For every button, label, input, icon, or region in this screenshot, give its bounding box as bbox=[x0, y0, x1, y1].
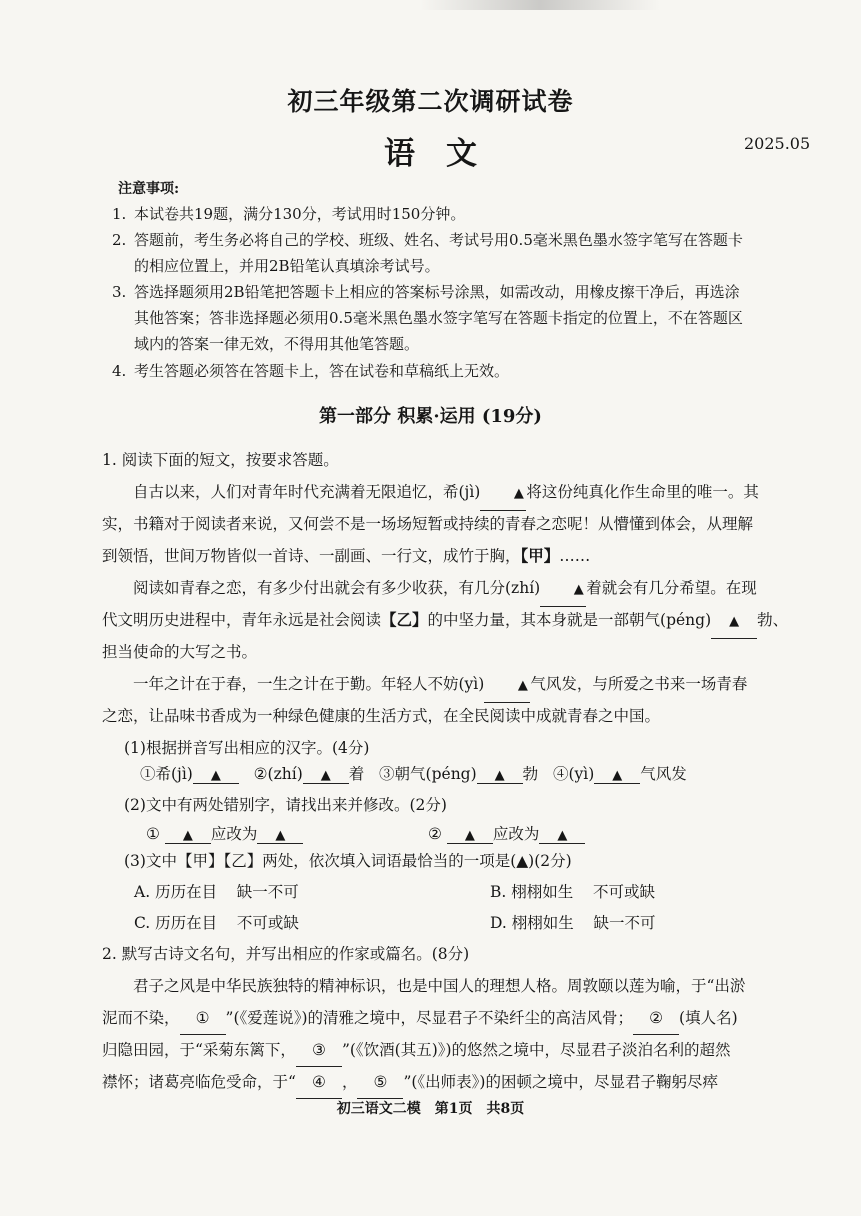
notice-num: 4. bbox=[112, 362, 127, 380]
answer-blank bbox=[296, 1066, 342, 1099]
answer-blank bbox=[711, 604, 757, 639]
text: 栩栩如生 bbox=[511, 914, 574, 932]
text: …… bbox=[559, 547, 591, 565]
passage-line bbox=[102, 604, 830, 639]
sub-question-1: (1)根据拼音写出相应的汉字。(4分) bbox=[124, 739, 370, 757]
answer-blank bbox=[193, 765, 239, 784]
text: 襟怀；诸葛亮临危受命，于“ bbox=[102, 1073, 296, 1091]
notice-num: 1. bbox=[112, 205, 127, 223]
answer-blank bbox=[257, 825, 303, 844]
triangle-icon: ▲ bbox=[182, 828, 193, 843]
answer-blank bbox=[540, 572, 586, 607]
passage-line bbox=[102, 668, 830, 703]
passage-line: 担当使命的大写之书。 bbox=[102, 643, 258, 661]
scan-smudge bbox=[420, 0, 660, 10]
notice-text: 考生答题必须答在答题卡上，答在试卷和草稿纸上无效。 bbox=[134, 362, 510, 380]
question-1-stem: 1. 阅读下面的短文，按要求答题。 bbox=[102, 451, 339, 469]
sub-question-3: (3)文中【甲】【乙】两处，依次填入词语最恰当的一项是(▲)(2分) bbox=[124, 852, 572, 870]
subject-title: 语 文 bbox=[384, 136, 477, 172]
text: (填人名) bbox=[679, 1009, 738, 1027]
triangle-icon: ▲ bbox=[210, 768, 221, 783]
exam-date: 2025.05 bbox=[744, 134, 811, 153]
exam-title: 初三年级第二次调研试卷 bbox=[287, 87, 574, 116]
notice-item bbox=[112, 201, 832, 227]
text: ”(《爱莲说》)的清雅之境中，尽显君子不染纤尘的高洁风骨； bbox=[225, 1009, 634, 1027]
text: 一年之计在于春，一生之计在于勤。年轻人不妨(yì) bbox=[133, 675, 485, 693]
passage-line bbox=[102, 1002, 830, 1035]
marker-jia: 【甲】 bbox=[520, 546, 560, 565]
triangle-icon: ▲ bbox=[494, 768, 505, 783]
answer-blank bbox=[539, 825, 585, 844]
answer-blank bbox=[296, 1034, 342, 1067]
text: 应改为 bbox=[492, 825, 540, 843]
text: ③朝气(péng) bbox=[379, 765, 477, 783]
text: 着 bbox=[348, 765, 365, 783]
option-label: A. bbox=[134, 883, 151, 901]
marker-yi: 【乙】 bbox=[381, 610, 428, 629]
triangle-icon: ▲ bbox=[513, 486, 524, 501]
typo-answer-2 bbox=[428, 822, 585, 844]
blank-number: ① bbox=[195, 1009, 210, 1027]
text: 气风发，与所爱之书来一场青春 bbox=[530, 675, 748, 693]
passage-line: 之恋，让品味书香成为一种绿色健康的生活方式，在全民阅读中成就青春之中国。 bbox=[102, 707, 661, 725]
triangle-icon: ▲ bbox=[612, 768, 623, 783]
blank-number: ③ bbox=[311, 1041, 326, 1059]
notice-item bbox=[112, 358, 832, 384]
text: 勃、 bbox=[757, 611, 789, 629]
text: ②(zhí) bbox=[253, 765, 303, 783]
text: 着就会有几分希望。在现 bbox=[586, 579, 757, 597]
text: 阅读如青春之恋，有多少付出就会有多少收获，有几分(zhí) bbox=[133, 579, 541, 597]
answer-blank bbox=[594, 765, 640, 784]
text: 栩栩如生 bbox=[511, 883, 574, 901]
answer-blank bbox=[633, 1002, 679, 1035]
triangle-icon: ▲ bbox=[729, 614, 740, 629]
answer-blank bbox=[480, 476, 526, 511]
text: ①希(jì) bbox=[140, 765, 193, 783]
section-title: 第一部分 积累·运用 (19分) bbox=[319, 406, 542, 427]
text: ， bbox=[341, 1073, 358, 1091]
passage-line bbox=[102, 572, 830, 607]
answer-blank bbox=[180, 1002, 226, 1035]
option-a bbox=[134, 880, 299, 902]
text: 历历在目 bbox=[155, 883, 218, 901]
triangle-icon: ▲ bbox=[573, 582, 584, 597]
text: ④(yì) bbox=[552, 765, 595, 783]
answer-blank bbox=[165, 825, 211, 844]
notice-heading: 注意事项: bbox=[118, 181, 180, 197]
notice-num: 3. bbox=[112, 283, 127, 301]
text: ② bbox=[428, 825, 442, 843]
answer-blank bbox=[477, 765, 523, 784]
notice-text-cont: 域内的答案一律无效，不得用其他笔答题。 bbox=[134, 335, 420, 353]
option-label: C. bbox=[134, 914, 151, 932]
option-b bbox=[490, 880, 655, 902]
text: 归隐田园，于“采菊东篱下， bbox=[102, 1041, 296, 1059]
passage-line bbox=[102, 540, 830, 572]
text: 不可或缺 bbox=[236, 914, 299, 932]
pinyin-answers bbox=[140, 762, 687, 784]
text: 不可或缺 bbox=[593, 883, 656, 901]
text: 缺一不可 bbox=[593, 914, 656, 932]
triangle-icon: ▲ bbox=[320, 768, 331, 783]
text: 勃 bbox=[522, 765, 539, 783]
triangle-icon: ▲ bbox=[275, 828, 286, 843]
option-d bbox=[490, 911, 656, 933]
passage-line: 实，书籍对于阅读者来说，又何尝不是一场场短暂或持续的青春之恋呢！从懵懂到体会，从理解 bbox=[102, 515, 754, 533]
text: ① bbox=[146, 825, 160, 843]
text: ”(《出师表》)的困顿之境中，尽显君子鞠躬尽瘁 bbox=[403, 1073, 718, 1091]
triangle-icon: ▲ bbox=[517, 678, 528, 693]
notice-text: 答选择题须用2B铅笔把答题卡上相应的答案标号涂黑，如需改动，用橡皮擦干净后，再选涂 bbox=[134, 283, 740, 301]
notice-text-cont: 其他答案；答非选择题必须用0.5毫米黑色墨水签字笔写在答题卡指定的位置上，不在答题区 bbox=[134, 309, 743, 327]
triangle-icon: ▲ bbox=[557, 828, 568, 843]
text: 泥而不染， bbox=[102, 1009, 180, 1027]
text: 将这份纯真化作生命里的唯一。其 bbox=[526, 483, 759, 501]
blank-number: ② bbox=[649, 1009, 663, 1027]
text: 应改为 bbox=[210, 825, 258, 843]
text: 自古以来，人们对青年时代充满着无限追忆，希(jì) bbox=[133, 483, 481, 501]
option-label: D. bbox=[490, 914, 507, 932]
passage-line bbox=[102, 1034, 830, 1067]
blank-number: ④ bbox=[311, 1073, 326, 1091]
notice-item bbox=[112, 227, 832, 279]
sub-question-2: (2)文中有两处错别字，请找出来并修改。(2分) bbox=[124, 796, 447, 814]
typo-answer-1 bbox=[146, 822, 303, 844]
notice-text: 答题前，考生务必将自己的学校、班级、姓名、考试号用0.5毫米黑色墨水签字笔写在答题卡 bbox=[134, 231, 743, 249]
text: 到领悟，世间万物皆似一首诗、一副画、一行文，成竹于胸， bbox=[102, 547, 521, 565]
text: 代文明历史进程中，青年永远是社会阅读 bbox=[102, 611, 382, 629]
text: 缺一不可 bbox=[236, 883, 299, 901]
notice-text: 本试卷共19题，满分130分，考试用时150分钟。 bbox=[134, 205, 466, 223]
triangle-icon: ▲ bbox=[464, 828, 475, 843]
text: 气风发 bbox=[640, 765, 687, 783]
answer-blank bbox=[484, 668, 530, 703]
answer-blank bbox=[303, 765, 349, 784]
notice-text-cont: 的相应位置上，并用2B铅笔认真填涂考试号。 bbox=[134, 257, 440, 275]
passage-line bbox=[102, 476, 830, 511]
text: 的中坚力量，其本身就是一部朝气(péng) bbox=[427, 611, 712, 629]
text: ”(《饮酒(其五)》)的悠然之境中，尽显君子淡泊名利的超然 bbox=[341, 1041, 731, 1059]
passage-line bbox=[102, 1066, 830, 1099]
notice-item bbox=[112, 279, 832, 357]
option-label: B. bbox=[490, 883, 507, 901]
blank-number: ⑤ bbox=[373, 1073, 388, 1091]
answer-blank bbox=[357, 1066, 403, 1099]
question-2-stem: 2. 默写古诗文名句，并写出相应的作家或篇名。(8分) bbox=[102, 945, 470, 963]
text: 历历在目 bbox=[155, 914, 218, 932]
answer-blank bbox=[447, 825, 493, 844]
passage-line: 君子之风是中华民族独特的精神标识，也是中国人的理想人格。周敦颐以莲为喻，于“出淤 bbox=[133, 977, 746, 995]
notice-num: 2. bbox=[112, 231, 127, 249]
option-c bbox=[134, 911, 299, 933]
page-footer: 初三语文二模 第1页 共8页 bbox=[336, 1101, 525, 1117]
